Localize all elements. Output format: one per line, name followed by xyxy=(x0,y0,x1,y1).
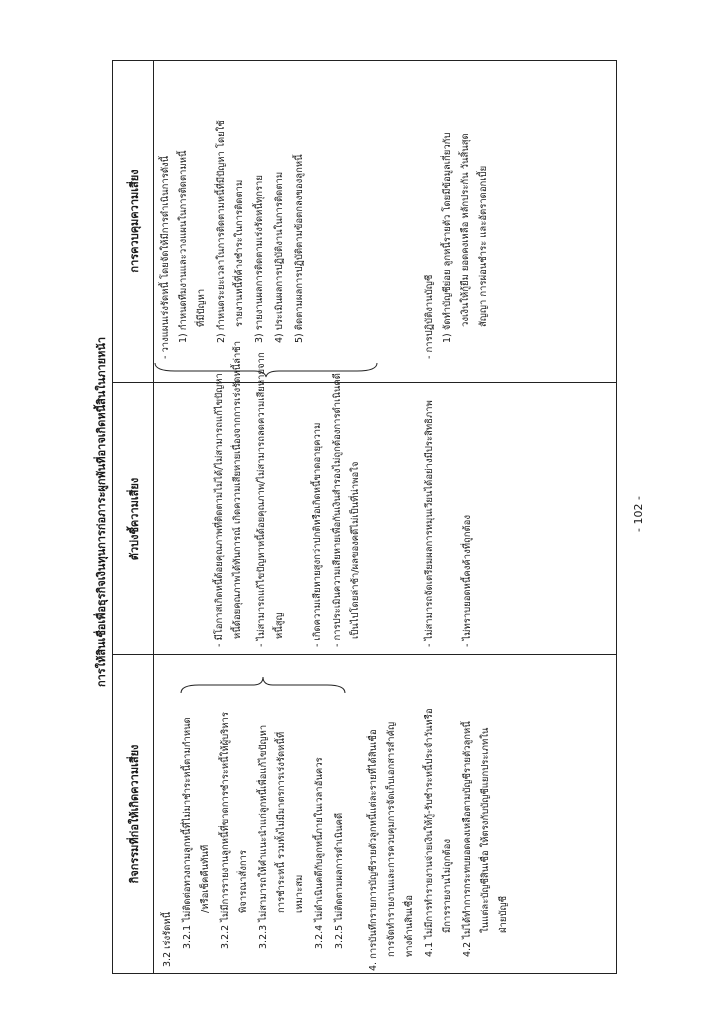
risk-control-table xyxy=(112,60,617,974)
activity-item: การชำระหนี้ รวมทั้งไม่มีมาตรการเร่งรัดหนี้ที่ xyxy=(276,731,287,913)
activity-item: 3.2 เร่งรัดหนี้ xyxy=(162,911,173,967)
control-item: 1) กำหนดทีมงานและวางแผนในการติดตามหนี้ xyxy=(178,150,189,343)
activity-item: พิจารณาสั่งการ xyxy=(238,849,249,913)
control-item: สัญญา การผ่อนชำระ และอัตราดอกเบี้ย xyxy=(478,165,489,327)
activity-item: เหมาะสม xyxy=(294,874,305,913)
activity-item: /หรือเช็คคืนทันที xyxy=(200,844,211,913)
activity-item: 3.2.5 ไม่ติดตามผลการดำเนินคดี xyxy=(334,812,345,949)
page-number: - 102 - xyxy=(632,496,645,532)
control-item: 2) กำหนดระยะเวลาในการติดตามหนี้ที่มีปัญหา โดยใช้ xyxy=(216,120,227,343)
indicator-item: - ไม่ทราบยอดหนี้คงค้างที่ถูกต้อง xyxy=(462,514,473,647)
activity-item: 4. การบันทึกรายการบัญชีรายตัวลูกหนี้แต่ละรายที่ได้สินเชื่อ xyxy=(368,729,379,971)
activity-item: ในแต่ละบัญชีสินเชื่อ ให้ตรงกับบัญชีแยกประเภทใน xyxy=(480,727,491,933)
document-title: การให้สินเชื่อเพื่อธุรกิจเงินทุนการก่อภาระผูกพันที่อาจเกิดหนี้สินในภายหน้า xyxy=(95,336,108,688)
activity-item: ฝ่ายบัญชี xyxy=(498,895,509,933)
indicator-item: หนี้ด้อยคุณภาพได้ทันการณ์ เกิดความเสียหายเนื่องจากการเร่งรัดหนี้ล่าช้า xyxy=(232,340,243,639)
indicator-item: - มีโอกาสเกิดหนี้ด้อยคุณภาพที่ติดตามไม่ได้/ไม่สามารถแก้ไขปัญหา xyxy=(214,373,225,647)
control-item: รายงานหนี้ที่ค้างชำระในการติดตาม xyxy=(234,179,245,327)
header-indicator: ตัวบ่งชี้ความเสี่ยง xyxy=(128,477,141,561)
control-item: วงเงินให้กู้ยืม ยอดคงเหลือ หลักประกัน วันสิ้นสุด xyxy=(460,133,471,327)
indicator-item: - การประเมินความเสียหายเพื่อกันเงินสำรองไม่ถูกต้องการดำเนินคดี xyxy=(332,373,343,647)
indicator-item: เป็นไปโดยล่าช้า/ผลของคดีไม่เป็นที่น่าพอใจ xyxy=(350,461,361,639)
header-divider xyxy=(153,61,154,973)
control-item: - การปฏิบัติงานบัญชี xyxy=(424,274,435,359)
column-divider xyxy=(113,382,616,383)
control-item: 1) จัดทำบัญชีย่อย ลูกหนี้รายตัว โดยมีข้อมูลเกี่ยวกับ xyxy=(442,132,453,343)
control-item: 3) รายงานผลการติดตามเร่งรัดหนี้ทุกราย xyxy=(254,175,265,343)
activity-item: 3.2.4 ไม่ดำเนินคดีกับลูกหนี้ภายในเวลาอันควร xyxy=(314,757,325,949)
activity-item: การจัดทำรายงานและการควบคุมการจัดเก็บเอกสารสำคัญ xyxy=(386,721,397,957)
column-divider xyxy=(113,654,616,655)
indicator-item: - เกิดความเสียหายสูงกว่าปกติหรือเกิดหนี้ขาดอายุความ xyxy=(312,422,323,647)
header-control: การควบคุมความเสี่ยง xyxy=(128,169,141,273)
activity-item: 3.2.3 ไม่สามารถให้คำแนะนำแก่ลูกหนี้เพื่อแก้ไขปัญหา xyxy=(258,724,269,949)
activity-item: 4.1 ไม่มีการทำรายงานจ่ายเงินให้กู้-รับชำระหนี้ประจำวันหรือ xyxy=(424,708,435,957)
control-item: ที่มีปัญหา xyxy=(196,288,207,327)
activity-item: ทางด้านสินเชื่อ xyxy=(404,895,415,957)
bracket-icon xyxy=(179,675,347,695)
control-item: - วางแผนเร่งรัดหนี้ โดยจัดให้มีการดำเนินการดังนี้ xyxy=(160,155,171,359)
control-item: 4) ประเมินผลการปฏิบัติงานในการติดตาม xyxy=(274,171,285,343)
activity-item: 4.2 ไม่ได้ทำการกระทบยอดคงเหลือตามบัญชีรายตัวลูกหนี้ xyxy=(462,721,473,957)
header-activity: กิจกรรมที่ก่อให้เกิดความเสี่ยง xyxy=(128,744,141,884)
control-item: 5) ติดตามผลการปฏิบัติตามข้อตกลงของลูกหนี้ xyxy=(294,154,305,343)
bracket-icon xyxy=(153,359,379,379)
indicator-item: - ไม่สามารถแก้ไขปัญหาหนี้ด้อยคุณภาพ/ไม่สามารถลดความเสียหายจาก xyxy=(256,352,267,647)
indicator-item: - ไม่สามารถจัดเตรียมผลการหมุนเวียนได้อย่างมีประสิทธิภาพ xyxy=(424,400,435,647)
activity-item: 3.2.2 ไม่มีการรายงานลูกหนี้ที่ขาดการชำระหนี้ให้ผู้บริหาร xyxy=(220,712,231,949)
activity-item: มีการรายงานไม่ถูกต้อง xyxy=(442,839,453,933)
indicator-item: หนี้สูญ xyxy=(274,612,285,639)
activity-item: 3.2.1 ไม่ติดต่อทวงถามลูกหนี้ที่ไม่มาชำระหนี้ตามกำหนด xyxy=(182,717,193,949)
